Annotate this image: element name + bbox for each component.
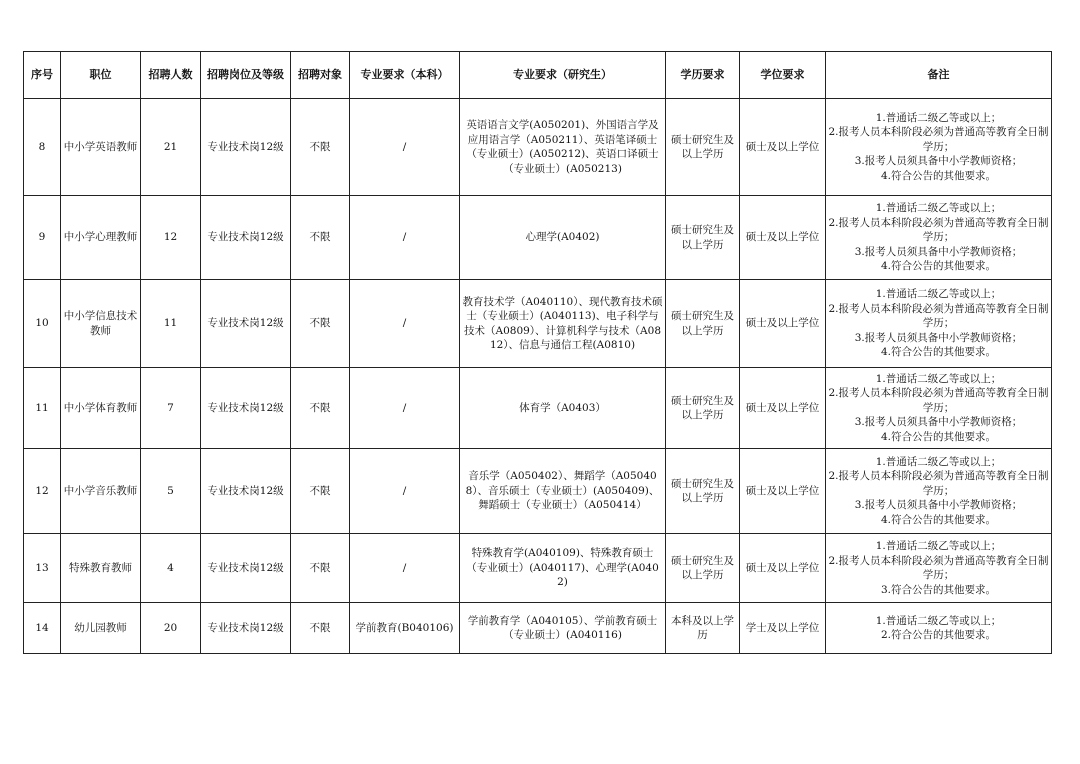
cell-major-grad: 英语语言文学(A050201)、外国语言学及应用语言学（A050211）、英语笔译硕士（专业硕士）(A050212)、英语口译硕士（专业硕士）(A050213) — [460, 99, 666, 196]
cell-position: 中小学心理教师 — [61, 196, 141, 280]
cell-degree: 硕士及以上学位 — [740, 368, 826, 449]
table-row — [24, 603, 1052, 654]
cell-major-grad: 心理学(A0402) — [460, 196, 666, 280]
cell-degree: 硕士及以上学位 — [740, 534, 826, 603]
note-line: 2.报考人员本科阶段必须为普通高等教育全日制学历； — [828, 470, 1049, 497]
cell-education: 硕士研究生及以上学历 — [666, 449, 740, 534]
cell-target: 不限 — [291, 534, 350, 603]
cell-count: 21 — [141, 99, 201, 196]
note-line: 3.报考人员须具备中小学教师资格； — [854, 155, 1023, 168]
cell-seq: 14 — [24, 603, 61, 654]
cell-target: 不限 — [291, 449, 350, 534]
cell-seq: 12 — [24, 449, 61, 534]
note-line: 3.符合公告的其他要求。 — [880, 583, 997, 596]
cell-degree: 硕士及以上学位 — [740, 280, 826, 368]
cell-seq: 11 — [24, 368, 61, 449]
cell-notes — [826, 449, 1052, 534]
cell-major-undergrad: / — [350, 280, 460, 368]
cell-notes — [826, 603, 1052, 654]
cell-post-level: 专业技术岗12级 — [201, 280, 291, 368]
cell-post-level: 专业技术岗12级 — [201, 368, 291, 449]
table-row — [24, 449, 1052, 534]
note-line: 4.符合公告的其他要求。 — [880, 169, 997, 182]
note-line: 4.符合公告的其他要求。 — [880, 346, 997, 359]
note-line: 1.普通话二级乙等或以上； — [875, 455, 1002, 468]
cell-education: 硕士研究生及以上学历 — [666, 280, 740, 368]
cell-seq: 9 — [24, 196, 61, 280]
cell-notes — [826, 368, 1052, 449]
cell-post-level: 专业技术岗12级 — [201, 603, 291, 654]
cell-notes — [826, 99, 1052, 196]
header-row — [24, 52, 1052, 99]
cell-degree: 硕士及以上学位 — [740, 196, 826, 280]
cell-major-undergrad: / — [350, 99, 460, 196]
cell-notes — [826, 196, 1052, 280]
cell-position: 特殊教育教师 — [61, 534, 141, 603]
cell-target: 不限 — [291, 196, 350, 280]
cell-post-level: 专业技术岗12级 — [201, 534, 291, 603]
cell-major-grad: 教育技术学（A040110）、现代教育技术硕士（专业硕士）(A040113)、电子科学与技术（A0809）、计算机科学与技术（A0812）、信息与通信工程(A0810) — [460, 280, 666, 368]
cell-degree: 硕士及以上学位 — [740, 99, 826, 196]
cell-count: 12 — [141, 196, 201, 280]
cell-major-undergrad: / — [350, 196, 460, 280]
cell-major-grad: 音乐学（A050402）、舞蹈学（A050408）、音乐硕士（专业硕士）(A050409)、舞蹈硕士（专业硕士）（A050414） — [460, 449, 666, 534]
cell-notes — [826, 534, 1052, 603]
header-education: 学历要求 — [666, 52, 740, 99]
table-row — [24, 280, 1052, 368]
cell-education: 硕士研究生及以上学历 — [666, 99, 740, 196]
table-row — [24, 196, 1052, 280]
note-line: 1.普通话二级乙等或以上； — [875, 614, 1002, 627]
cell-count: 4 — [141, 534, 201, 603]
note-line: 1.普通话二级乙等或以上； — [875, 111, 1002, 124]
cell-major-grad: 特殊教育学(A040109)、特殊教育硕士（专业硕士）(A040117)、心理学(A0402) — [460, 534, 666, 603]
cell-major-grad: 学前教育学（A040105）、学前教育硕士（专业硕士）(A040116) — [460, 603, 666, 654]
note-line: 3.报考人员须具备中小学教师资格； — [854, 245, 1023, 258]
table-row — [24, 368, 1052, 449]
header-count: 招聘人数 — [141, 52, 201, 99]
note-line: 1.普通话二级乙等或以上； — [875, 372, 1002, 385]
cell-position: 中小学体育教师 — [61, 368, 141, 449]
cell-count: 5 — [141, 449, 201, 534]
note-line: 2.报考人员本科阶段必须为普通高等教育全日制学历； — [828, 126, 1049, 153]
note-line: 2.符合公告的其他要求。 — [880, 629, 997, 641]
cell-degree: 硕士及以上学位 — [740, 449, 826, 534]
cell-count: 20 — [141, 603, 201, 654]
cell-count: 11 — [141, 280, 201, 368]
note-line: 2.报考人员本科阶段必须为普通高等教育全日制学历； — [828, 302, 1049, 330]
cell-position: 中小学音乐教师 — [61, 449, 141, 534]
cell-target: 不限 — [291, 603, 350, 654]
note-line: 2.报考人员本科阶段必须为普通高等教育全日制学历； — [828, 387, 1049, 414]
note-line: 1.普通话二级乙等或以上； — [875, 202, 1002, 215]
cell-post-level: 专业技术岗12级 — [201, 196, 291, 280]
note-line: 4.符合公告的其他要求。 — [880, 513, 997, 526]
cell-major-undergrad: 学前教育(B040106) — [350, 603, 460, 654]
cell-education: 本科及以上学历 — [666, 603, 740, 654]
cell-major-undergrad: / — [350, 449, 460, 534]
cell-education: 硕士研究生及以上学历 — [666, 368, 740, 449]
recruitment-table — [23, 51, 1052, 654]
note-line: 3.报考人员须具备中小学教师资格； — [854, 331, 1023, 344]
cell-position: 中小学信息技术教师 — [61, 280, 141, 368]
note-line: 1.普通话二级乙等或以上； — [875, 288, 1002, 301]
cell-target: 不限 — [291, 99, 350, 196]
cell-notes — [826, 280, 1052, 368]
cell-seq: 10 — [24, 280, 61, 368]
header-position: 职位 — [61, 52, 141, 99]
header-notes: 备注 — [826, 52, 1052, 99]
cell-seq: 13 — [24, 534, 61, 603]
header-degree: 学位要求 — [740, 52, 826, 99]
cell-seq: 8 — [24, 99, 61, 196]
note-line: 4.符合公告的其他要求。 — [880, 430, 997, 443]
cell-education: 硕士研究生及以上学历 — [666, 196, 740, 280]
header-post-level: 招聘岗位及等级 — [201, 52, 291, 99]
header-major-grad: 专业要求（研究生） — [460, 52, 666, 99]
cell-position: 幼儿园教师 — [61, 603, 141, 654]
note-line: 2.报考人员本科阶段必须为普通高等教育全日制学历； — [828, 216, 1049, 244]
note-line: 3.报考人员须具备中小学教师资格； — [854, 416, 1023, 429]
cell-count: 7 — [141, 368, 201, 449]
cell-major-grad: 体育学（A0403） — [460, 368, 666, 449]
cell-post-level: 专业技术岗12级 — [201, 449, 291, 534]
header-major-undergrad: 专业要求（本科） — [350, 52, 460, 99]
header-target: 招聘对象 — [291, 52, 350, 99]
cell-post-level: 专业技术岗12级 — [201, 99, 291, 196]
header-seq: 序号 — [24, 52, 61, 99]
note-line: 4.符合公告的其他要求。 — [880, 260, 997, 273]
table-row — [24, 534, 1052, 603]
note-line: 2.报考人员本科阶段必须为普通高等教育全日制学历； — [828, 554, 1049, 581]
note-line: 1.普通话二级乙等或以上； — [875, 540, 1002, 552]
cell-position: 中小学英语教师 — [61, 99, 141, 196]
cell-degree: 学士及以上学位 — [740, 603, 826, 654]
cell-target: 不限 — [291, 280, 350, 368]
table-row — [24, 99, 1052, 196]
cell-major-undergrad: / — [350, 534, 460, 603]
cell-education: 硕士研究生及以上学历 — [666, 534, 740, 603]
cell-major-undergrad: / — [350, 368, 460, 449]
note-line: 3.报考人员须具备中小学教师资格； — [854, 499, 1023, 512]
cell-target: 不限 — [291, 368, 350, 449]
